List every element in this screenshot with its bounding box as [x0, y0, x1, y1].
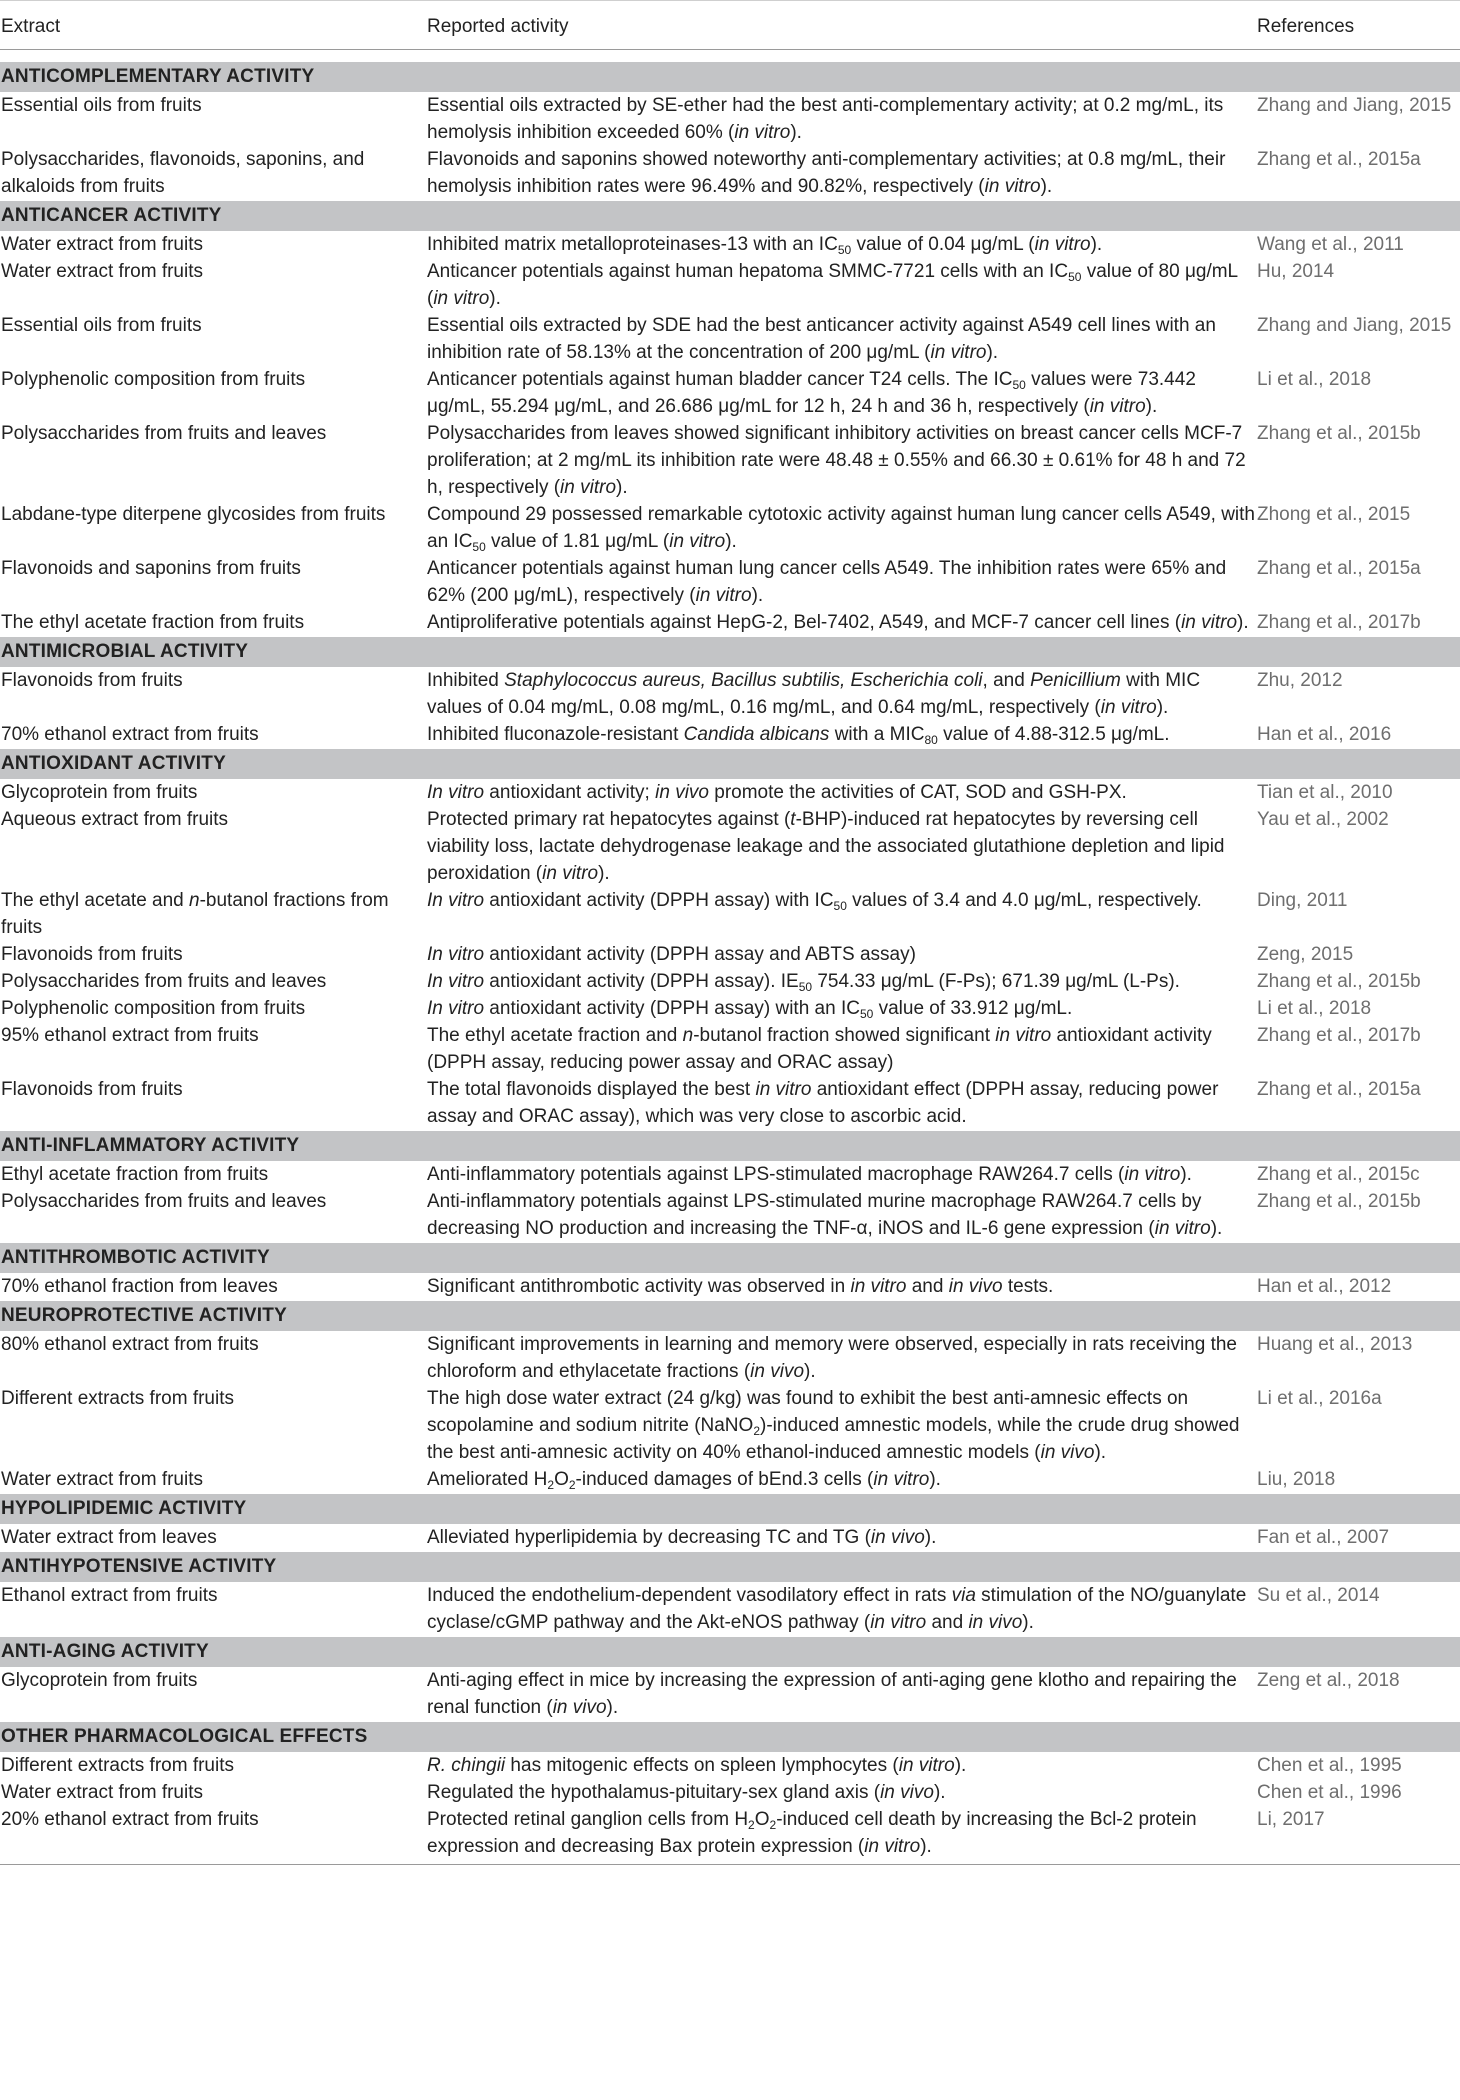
extract-cell: Polysaccharides from fruits and leaves: [1, 423, 327, 444]
reported-activity-cell: Anti-inflammatory potentials against LPS-stimulated murine macrophage RAW264.7 cells by decreasing NO production and increasing the TNF-α, iNOS and IL-6 gene expression (in vitro).: [427, 1191, 1223, 1239]
reported-activity-cell: Essential oils extracted by SDE had the best anticancer activity against A549 cell lines with an inhibition rate of 58.13% at the concentration of 200 μg/mL (in vitro).: [427, 315, 1216, 363]
header-spacer: [0, 50, 1460, 62]
extract-cell: Different extracts from fruits: [1, 1755, 234, 1776]
extract-cell: Aqueous extract from fruits: [1, 809, 229, 830]
table-row: [0, 1385, 1460, 1466]
reported-activity-cell: R. chingii has mitogenic effects on spleen lymphocytes (in vitro).: [427, 1755, 967, 1776]
table-row: [0, 1022, 1460, 1076]
table-row: [0, 609, 1460, 637]
reported-activity-cell: Inhibited Staphylococcus aureus, Bacillus subtilis, Escherichia coli, and Penicillium with MIC values of 0.04 mg/mL, 0.08 mg/mL, 0.16 mg/mL, and 0.64 mg/mL, respectively (in vitro).: [427, 670, 1201, 718]
reported-activity-cell: Compound 29 possessed remarkable cytotoxic activity against human lung cancer cells A549, with an $IC_{50}$ value of 1.81 μg/mL (in vitro).: [427, 504, 1255, 554]
reported-activity-cell: Anticancer potentials against human hepatoma SMMC-7721 cells with an $IC_{50}$ value of 80 μg/mL (in vitro).: [427, 261, 1238, 309]
reference-cell: Zhang et al., 2015b: [1257, 423, 1421, 444]
section-header-row: [0, 201, 1460, 232]
table-row: [0, 366, 1460, 420]
reference-cell: Ding, 2011: [1257, 890, 1348, 911]
reference-cell: Wang et al., 2011: [1257, 234, 1404, 255]
reported-activity-cell: Anticancer potentials against human bladder cancer T24 cells. The $IC_{50}$ values were 73.442 μg/mL, 55.294 μg/mL, and 26.686 μg/mL for 12 h, 24 h and 36 h, respectively (in vitro).: [427, 369, 1196, 417]
table-row: [0, 1076, 1460, 1131]
table-row: [0, 146, 1460, 201]
header-reported-activity: Reported activity: [427, 1, 1257, 50]
extract-cell: 70% ethanol fraction from leaves: [1, 1276, 278, 1297]
table-row: [0, 312, 1460, 366]
table-row: [0, 1466, 1460, 1494]
section-title: OTHER PHARMACOLOGICAL EFFECTS: [0, 1722, 1460, 1753]
reported-activity-cell: Protected retinal ganglion cells from $H_2O_2$-induced cell death by increasing the Bcl-2 protein expression and decreasing Bax protein expression (in vitro).: [427, 1809, 1197, 1857]
reported-activity-cell: Significant improvements in learning and memory were observed, especially in rats receiving the chloroform and ethylacetate fractions (in vivo).: [427, 1334, 1237, 1382]
section-title: ANTICOMPLEMENTARY ACTIVITY: [0, 62, 1460, 93]
header-references: References: [1257, 1, 1460, 50]
reported-activity-cell: Regulated the hypothalamus-pituitary-sex gland axis (in vivo).: [427, 1782, 946, 1803]
reference-cell: Zhang et al., 2015c: [1257, 1164, 1420, 1185]
extract-cell: Polyphenolic composition from fruits: [1, 998, 306, 1019]
table-row: [0, 1161, 1460, 1188]
table-row: [0, 887, 1460, 941]
extract-cell: Water extract from fruits: [1, 1782, 203, 1803]
header-row: [0, 1, 1460, 50]
reported-activity-cell: The ethyl acetate fraction and n-butanol fraction showed significant in vitro antioxidant activity (DPPH assay, reducing power assay and ORAC assay): [427, 1025, 1212, 1073]
reported-activity-cell: In vitro antioxidant activity (DPPH assay) with $IC_{50}$ values of 3.4 and 4.0 μg/mL, respectively.: [427, 890, 1202, 913]
reference-cell: Zhong et al., 2015: [1257, 504, 1411, 525]
extract-cell: Flavonoids from fruits: [1, 1079, 183, 1100]
extract-cell: Polysaccharides from fruits and leaves: [1, 971, 327, 992]
reference-cell: Zhang et al., 2017b: [1257, 1025, 1421, 1046]
reported-activity-cell: Protected primary rat hepatocytes against (t-BHP)-induced rat hepatocytes by reversing cell viability loss, lactate dehydrogenase leakage and the associated glutathione depletion and lipid peroxidation (in vitro).: [427, 809, 1225, 884]
section-title: NEUROPROTECTIVE ACTIVITY: [0, 1301, 1460, 1332]
table-row: [0, 968, 1460, 995]
table-row: [0, 779, 1460, 806]
section-header-row: [0, 1131, 1460, 1162]
reported-activity-cell: In vitro antioxidant activity (DPPH assay). $IE_{50}$ 754.33 μg/mL (F-Ps); 671.39 μg/mL (L-Ps).: [427, 971, 1180, 994]
extract-cell: Ethanol extract from fruits: [1, 1585, 218, 1606]
reference-cell: Li et al., 2018: [1257, 369, 1372, 390]
extract-cell: Different extracts from fruits: [1, 1388, 234, 1409]
extract-cell: Flavonoids and saponins from fruits: [1, 558, 301, 579]
section-header-row: [0, 1301, 1460, 1332]
reference-cell: Zhang et al., 2017b: [1257, 612, 1421, 633]
reported-activity-cell: Anti-aging effect in mice by increasing the expression of anti-aging gene klotho and repairing the renal function (in vivo).: [427, 1670, 1237, 1718]
reported-activity-cell: In vitro antioxidant activity (DPPH assay) with an $IC_{50}$ value of 33.912 μg/mL.: [427, 998, 1073, 1021]
reported-activity-cell: Anti-inflammatory potentials against LPS-stimulated macrophage RAW264.7 cells (in vitro).: [427, 1164, 1192, 1185]
reference-cell: Zhang et al., 2015b: [1257, 1191, 1421, 1212]
table-row: [0, 258, 1460, 312]
section-title: HYPOLIPIDEMIC ACTIVITY: [0, 1494, 1460, 1525]
reference-cell: Zhu, 2012: [1257, 670, 1343, 691]
reference-cell: Huang et al., 2013: [1257, 1334, 1413, 1355]
reference-cell: Zhang and Jiang, 2015: [1257, 95, 1452, 116]
reference-cell: Chen et al., 1995: [1257, 1755, 1402, 1776]
reported-activity-cell: Anticancer potentials against human lung cancer cells A549. The inhibition rates were 65% and 62% (200 μg/mL), respectively (in vitro).: [427, 558, 1227, 606]
table-row: [0, 1806, 1460, 1860]
section-header-row: [0, 1637, 1460, 1668]
header-extract: Extract: [0, 1, 427, 50]
extract-cell: Polysaccharides, flavonoids, saponins, and alkaloids from fruits: [1, 149, 365, 197]
table-row: [0, 1779, 1460, 1806]
table-row: [0, 1188, 1460, 1243]
reported-activity-cell: Flavonoids and saponins showed noteworthy anti-complementary activities; at 0.8 mg/mL, their hemolysis inhibition rates were 96.49% and 90.82%, respectively (in vitro).: [427, 149, 1226, 197]
extract-cell: 80% ethanol extract from fruits: [1, 1334, 259, 1355]
table-row: [0, 1752, 1460, 1779]
reported-activity-cell: The total flavonoids displayed the best in vitro antioxidant effect (DPPH assay, reducing power assay and ORAC assay), which was very close to ascorbic acid.: [427, 1079, 1219, 1127]
extract-cell: Water extract from fruits: [1, 234, 203, 255]
table-row: [0, 420, 1460, 501]
extract-cell: 70% ethanol extract from fruits: [1, 724, 259, 745]
reported-activity-cell: In vitro antioxidant activity (DPPH assay and ABTS assay): [427, 944, 916, 965]
table-header: [0, 1, 1460, 50]
extract-cell: The ethyl acetate fraction from fruits: [1, 612, 305, 633]
table-bottom-rule: [0, 1860, 1460, 1865]
table-row: [0, 667, 1460, 721]
reference-cell: Li, 2017: [1257, 1809, 1325, 1830]
reported-activity-cell: Significant antithrombotic activity was observed in in vitro and in vivo tests.: [427, 1276, 1054, 1297]
table-body: [0, 50, 1460, 1865]
reference-cell: Li et al., 2018: [1257, 998, 1372, 1019]
section-title: ANTI-AGING ACTIVITY: [0, 1637, 1460, 1668]
table-row: [0, 92, 1460, 146]
section-header-row: [0, 62, 1460, 93]
reported-activity-cell: Essential oils extracted by SE-ether had the best anti-complementary activity; at 0.2 mg/mL, its hemolysis inhibition exceeded 60% (in vitro).: [427, 95, 1224, 143]
reference-cell: Zeng, 2015: [1257, 944, 1354, 965]
extract-cell: Essential oils from fruits: [1, 95, 202, 116]
table-row: [0, 1667, 1460, 1722]
section-title: ANTIHYPOTENSIVE ACTIVITY: [0, 1552, 1460, 1583]
reported-activity-cell: Inhibited matrix metalloproteinases-13 with an $IC_{50}$ value of 0.04 μg/mL (in vitro).: [427, 234, 1103, 257]
reported-activity-cell: Induced the endothelium-dependent vasodilatory effect in rats via stimulation of the NO/guanylate cyclase/cGMP pathway and the Akt-eNOS pathway (in vitro and in vivo).: [427, 1585, 1247, 1633]
extract-cell: Polyphenolic composition from fruits: [1, 369, 306, 390]
extract-cell: 20% ethanol extract from fruits: [1, 1809, 259, 1830]
reported-activity-cell: Antiproliferative potentials against HepG-2, Bel-7402, A549, and MCF-7 cancer cell lines (in vitro).: [427, 612, 1249, 633]
reference-cell: Zhang et al., 2015b: [1257, 971, 1421, 992]
extract-cell: Glycoprotein from fruits: [1, 782, 198, 803]
reference-cell: Tian et al., 2010: [1257, 782, 1393, 803]
reported-activity-cell: Polysaccharides from leaves showed significant inhibitory activities on breast cancer cells MCF-7 proliferation; at 2 mg/mL its inhibition rate were 48.48 ± 0.55% and 66.30 ± 0.61% for 48 h and 72 h, respectively (in vitro).: [427, 423, 1246, 498]
reference-cell: Han et al., 2016: [1257, 724, 1392, 745]
extract-cell: Labdane-type diterpene glycosides from fruits: [1, 504, 386, 525]
table-row: [0, 1273, 1460, 1301]
section-header-row: [0, 1722, 1460, 1753]
reference-cell: Zhang and Jiang, 2015: [1257, 315, 1452, 336]
extract-cell: The ethyl acetate and n-butanol fractions from fruits: [1, 890, 389, 938]
extract-cell: Flavonoids from fruits: [1, 944, 183, 965]
section-header-row: [0, 749, 1460, 780]
section-header-row: [0, 1552, 1460, 1583]
table-row: [0, 231, 1460, 258]
extract-cell: Glycoprotein from fruits: [1, 1670, 198, 1691]
reported-activity-cell: Ameliorated $H_2O_2$-induced damages of bEnd.3 cells (in vitro).: [427, 1469, 941, 1492]
reference-cell: Li et al., 2016a: [1257, 1388, 1382, 1409]
reference-cell: Hu, 2014: [1257, 261, 1335, 282]
table-row: [0, 721, 1460, 749]
section-title: ANTIOXIDANT ACTIVITY: [0, 749, 1460, 780]
section-title: ANTIMICROBIAL ACTIVITY: [0, 637, 1460, 668]
reference-cell: Zhang et al., 2015a: [1257, 1079, 1421, 1100]
reported-activity-cell: Alleviated hyperlipidemia by decreasing TC and TG (in vivo).: [427, 1527, 937, 1548]
reference-cell: Chen et al., 1996: [1257, 1782, 1402, 1803]
reference-cell: Zhang et al., 2015a: [1257, 558, 1421, 579]
reference-cell: Yau et al., 2002: [1257, 809, 1389, 830]
section-header-row: [0, 637, 1460, 668]
section-title: ANTI-INFLAMMATORY ACTIVITY: [0, 1131, 1460, 1162]
table-row: [0, 941, 1460, 968]
table-row: [0, 555, 1460, 609]
extract-cell: Polysaccharides from fruits and leaves: [1, 1191, 327, 1212]
extract-cell: Essential oils from fruits: [1, 315, 202, 336]
reference-cell: Fan et al., 2007: [1257, 1527, 1390, 1548]
table-row: [0, 995, 1460, 1022]
section-header-row: [0, 1243, 1460, 1274]
reference-cell: Han et al., 2012: [1257, 1276, 1392, 1297]
section-title: ANTITHROMBOTIC ACTIVITY: [0, 1243, 1460, 1274]
extract-cell: 95% ethanol extract from fruits: [1, 1025, 259, 1046]
extract-cell: Water extract from fruits: [1, 1469, 203, 1490]
table-row: [0, 501, 1460, 555]
reference-cell: Zeng et al., 2018: [1257, 1670, 1400, 1691]
extract-cell: Water extract from fruits: [1, 261, 203, 282]
table-row: [0, 1331, 1460, 1385]
section-title: ANTICANCER ACTIVITY: [0, 201, 1460, 232]
reported-activity-cell: Inhibited fluconazole-resistant Candida albicans with a $MIC_{80}$ value of 4.88-312.5 μg/mL.: [427, 724, 1170, 747]
table-row: [0, 1582, 1460, 1637]
reference-cell: Su et al., 2014: [1257, 1585, 1380, 1606]
reported-activity-cell: The high dose water extract (24 g/kg) was found to exhibit the best anti-amnesic effects on scopolamine and sodium nitrite (NaNO$_2$)-induced amnestic models, while the crude drug showed the best anti-amnesic activity on 40% ethanol-induced amnestic models (in vivo).: [427, 1388, 1240, 1463]
extract-cell: Ethyl acetate fraction from fruits: [1, 1164, 269, 1185]
reference-cell: Liu, 2018: [1257, 1469, 1336, 1490]
table-row: [0, 806, 1460, 887]
table-row: [0, 1524, 1460, 1552]
extract-cell: Flavonoids from fruits: [1, 670, 183, 691]
extract-cell: Water extract from leaves: [1, 1527, 217, 1548]
section-header-row: [0, 1494, 1460, 1525]
reference-cell: Zhang et al., 2015a: [1257, 149, 1421, 170]
reported-activity-cell: In vitro antioxidant activity; in vivo promote the activities of CAT, SOD and GSH-PX.: [427, 782, 1127, 803]
